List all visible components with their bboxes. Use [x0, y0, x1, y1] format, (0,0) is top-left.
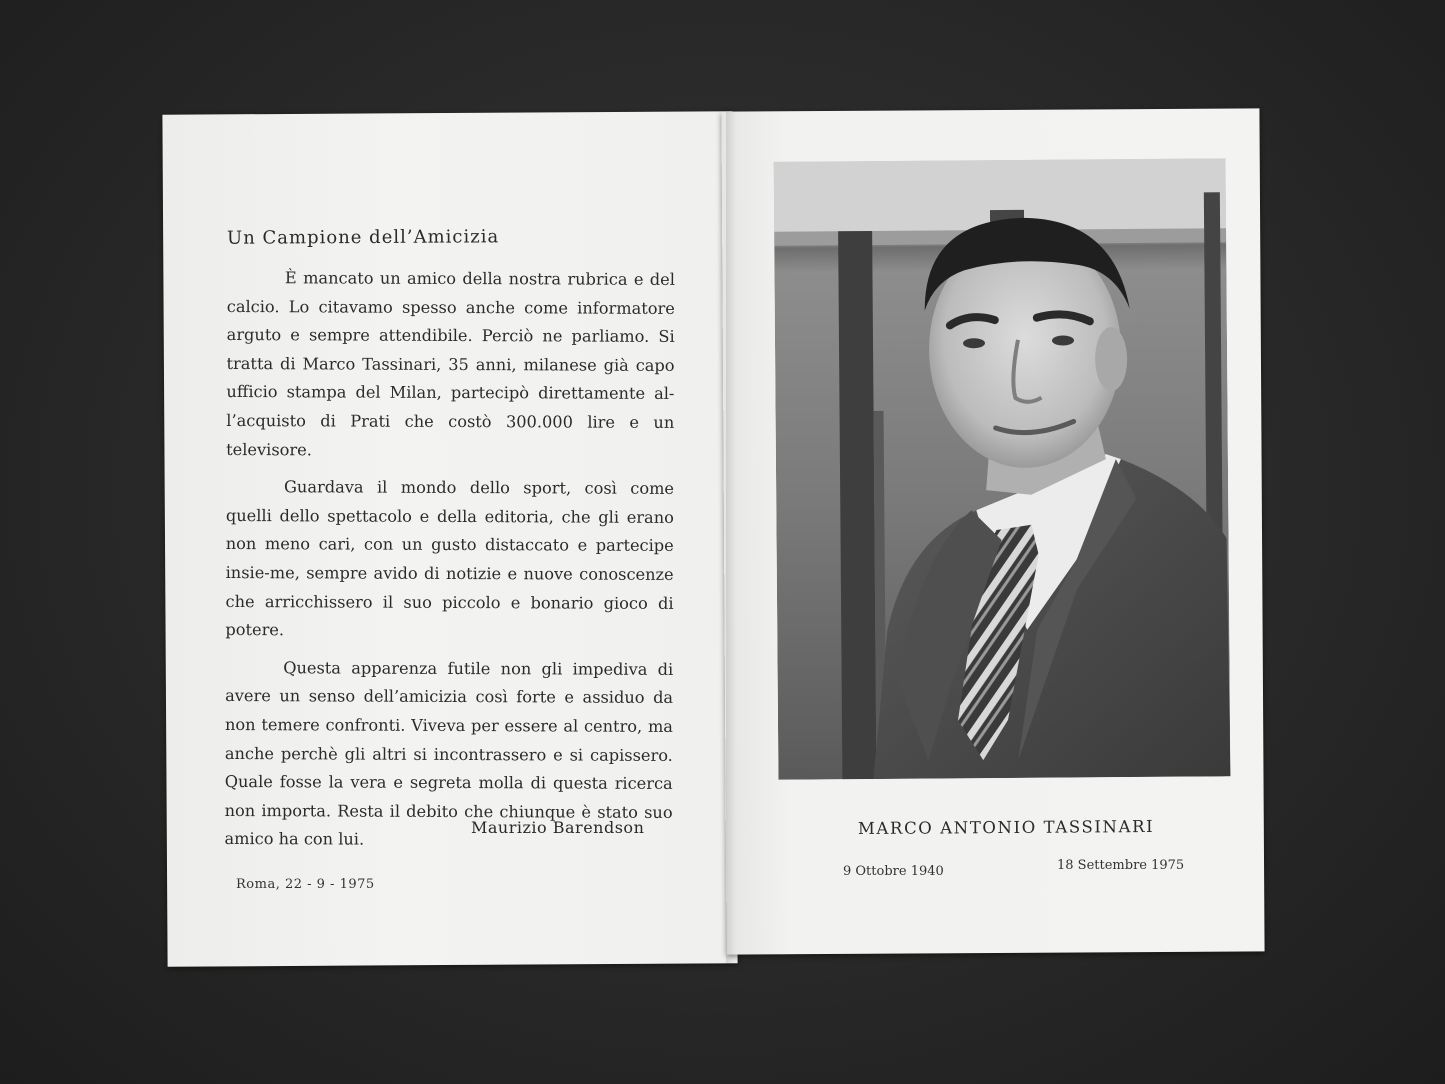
deceased-name: MARCO ANTONIO TASSINARI [857, 816, 1155, 839]
article-body [224, 264, 675, 865]
article-paragraph: Questa apparenza futile non gli impediva di avere un senso dell’amicizia così forte e assiduo da non temere confronti. Viveva per essere al centro, ma anche perchè gli altri si incontrassero e si capissero. Quale fosse la vera e segreta molla di questa ricerca non importa. Resta il debito che chiunque è stato suo amico ha con lui. [224, 657, 674, 849]
place-date: Roma, 22 - 9 - 1975 [236, 877, 375, 892]
article-paragraph: È mancato un amico della nostra rubrica e del calcio. Lo citavamo spesso anche come informatore arguto e sempre attendibile. Perciò ne parliamo. Si tratta di Marco Tassinari, 35 anni, milanese già capo ufficio stampa del Milan, partecipò direttamente al-l’acquisto di Prati che costò 300.000 lire e un televisore. [226, 268, 675, 459]
article-paragraph: Guardava il mondo dello sport, così come quelli dello spettacolo e della editoria, che gli erano non meno cari, con un gusto distaccato e partecipe insie-me, sempre avido di notizie e nuove conoscenze che arricchissero il suo piccolo e bonario gioco di potere. [225, 477, 675, 640]
birth-date: 9 Ottobre 1940 [843, 864, 944, 879]
author-signature: Maurizio Barendson [471, 818, 645, 837]
death-date: 18 Settembre 1975 [1057, 858, 1185, 873]
portrait-photo [774, 158, 1231, 780]
card-fold [726, 112, 736, 964]
article-title: Un Campione dell’Amicizia [226, 226, 500, 249]
